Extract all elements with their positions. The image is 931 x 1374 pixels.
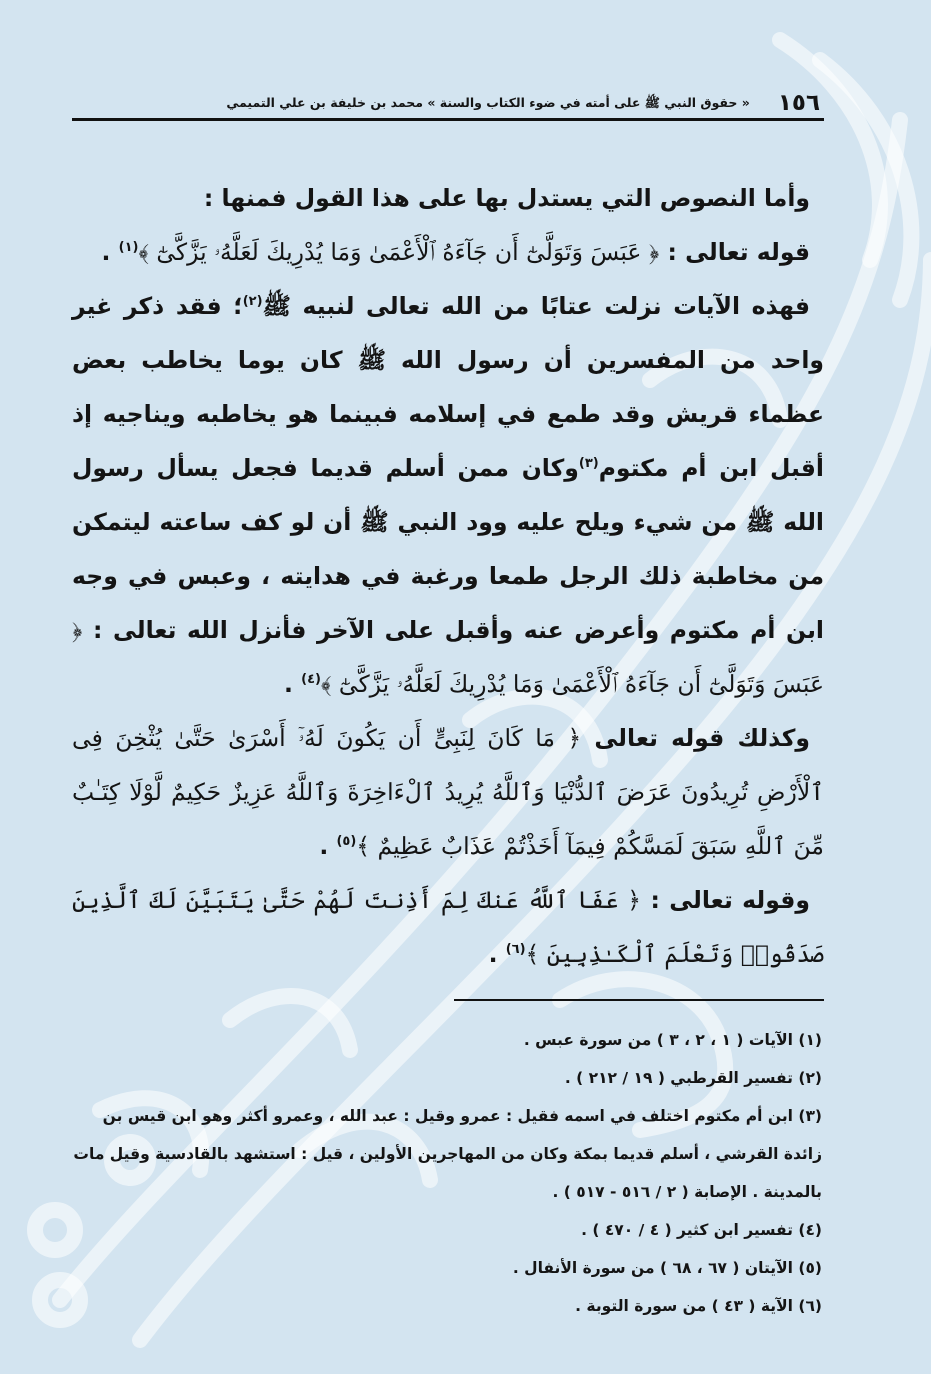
page-number: ١٥٦ [777, 90, 820, 116]
p2-text-b: ؛ فقد ذكر غير واحد من المفسرين أن رسول الله ﷺ كان يوما يخاطب بعض عظماء قريش وقد طمع في إسلامه فبينما هو يخاطبه ويناجيه إذ أقبل ابن أم مكتوم [72, 292, 824, 482]
footnote-ref-2[interactable]: (٢) [242, 294, 263, 310]
footnote-4: (٤) تفسير ابن كثير ( ٤ / ٤٧٠ ) . [581, 1221, 822, 1239]
p2-text-a: فهذه الآيات نزلت عتابًا من الله تعالى لنبيه ﷺ [262, 292, 810, 320]
p1-end: . [101, 238, 111, 266]
running-header [72, 82, 824, 121]
footnote-ref-1[interactable]: (١) [118, 240, 139, 256]
paragraph-3 [72, 711, 824, 873]
intro-text: وأما النصوص التي يستدل بها على هذا القول فمنها : [203, 184, 810, 212]
footnote-5: (٥) الآيتان ( ٦٧ ، ٦٨ ) من سورة الأنفال . [512, 1259, 822, 1277]
paragraph-1 [72, 225, 824, 279]
p4-end: . [488, 940, 498, 968]
quran-quote-anfal: ﴿ مَا كَانَ لِنَبِىٍّ أَن يَكُونَ لَهُۥٓ أَسْرَىٰ حَتَّىٰ يُثْخِنَ فِى ٱلْأَرْضِ تُرِيدُونَ عَرَضَ ٱلدُّنْيَا وَٱللَّهُ يُرِيدُ ٱلْءَاخِرَةَ وَٱللَّهُ عَزِيزٌ حَكِيمٌ لَّوْلَا كِتَـٰبٌ مِّنَ ٱللَّهِ سَبَقَ لَمَسَّكُمْ فِيمَآ أَخَذْتُمْ عَذَابٌ عَظِيمٌ ﴾ [72, 724, 824, 860]
p3-lead: وكذلك قوله تعالى [594, 724, 810, 752]
footnote-separator [454, 999, 824, 1001]
footnote-3: (٣) ابن أم مكتوم اختلف في اسمه فقيل : عمرو وقيل : عبد الله ، وعمرو أكثر وهو ابن قيس بن زائدة القرشي ، أسلم قديما بمكة وكان من المهاجرين الأولين ، قيل : استشهد بالقادسية وقيل مات بالمدينة . الإصابة ( ٢ / ٥١٦ - ٥١٧ ) . [73, 1107, 822, 1201]
footnotes [72, 1021, 824, 1325]
paragraph-2 [72, 279, 824, 711]
p2-end: . [284, 670, 293, 698]
p1-lead: قوله تعالى : [667, 238, 810, 266]
quran-quote-tawba: ﴿ عَفَا ٱللَّهُ عَنكَ لِمَ أَذِنتَ لَهُمْ حَتَّىٰ يَتَبَيَّنَ لَكَ ٱلَّذِينَ صَدَقُوا۟ وَتَعْلَمَ ٱلْكَـٰذِبِينَ ﴾ [72, 886, 824, 968]
intro-paragraph [72, 171, 824, 225]
running-title: « حقوق النبي ﷺ على أمته في ضوء الكتاب والسنة » محمد بن خليفة بن علي التميمي [226, 95, 750, 110]
footnote-ref-5[interactable]: (٥) [336, 834, 357, 850]
footnote-ref-3[interactable]: (٣) [578, 456, 599, 472]
p2-text-c: وكان ممن أسلم قديما فجعل يسأل رسول الله ﷺ من شيء ويلح عليه وود النبي ﷺ أن لو كف ساعته ليتمكن من مخاطبة ذلك الرجل طمعا ورغبة في هدايته ، وعبس في وجه ابن أم مكتوم وأعرض عنه وأقبل على الآخر فأنزل الله تعالى : [72, 454, 824, 644]
quran-quote-abasa-2: ﴿ عَبَسَ وَتَوَلَّىٰٓ أَن جَآءَهُ ٱلْأَعْمَىٰ وَمَا يُدْرِيكَ لَعَلَّهُۥ يَزَّكَّىٰٓ ﴾ [72, 616, 824, 698]
footnote-2: (٢) تفسير القرطبي ( ١٩ / ٢١٢ ) . [564, 1069, 822, 1087]
p3-end: . [319, 832, 329, 860]
paragraph-4 [72, 873, 824, 981]
footnote-6: (٦) الآية ( ٤٣ ) من سورة التوبة . [575, 1297, 822, 1315]
footnote-1: (١) الآيات ( ١ ، ٢ ، ٣ ) من سورة عبس . [523, 1031, 822, 1049]
quran-quote-abasa-1: ﴿ عَبَسَ وَتَوَلَّىٰٓ أَن جَآءَهُ ٱلْأَعْمَىٰ وَمَا يُدْرِيكَ لَعَلَّهُۥ يَزَّكَّىٰٓ ﴾ [138, 238, 660, 266]
main-text [72, 171, 824, 981]
footnote-ref-4[interactable]: (٤) [301, 672, 321, 688]
book-page [72, 82, 824, 1325]
footnote-ref-6[interactable]: (٦) [505, 942, 526, 958]
p4-lead: وقوله تعالى : [650, 886, 810, 914]
